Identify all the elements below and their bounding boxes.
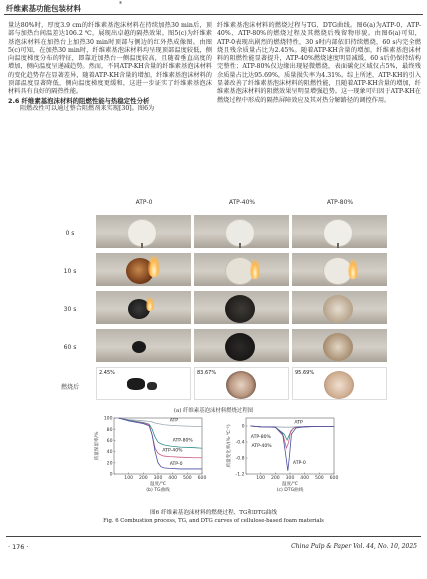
photo-atp40-10s <box>194 253 289 286</box>
chart-1-subtitle: (c) DTG曲线 <box>276 488 304 493</box>
chart-0-series-line-atp-80pct <box>118 418 202 448</box>
left-column <box>8 22 212 113</box>
chart-0-ytick-label: 20 <box>106 461 113 467</box>
figure-caption-cn: 图6 纤维素基泡沫材料的燃烧过程、TG和DTG曲线 <box>150 510 277 516</box>
photo-atp40-30s <box>194 291 289 324</box>
photo-atp0-30s <box>96 291 191 324</box>
journal-info: China Pulp & Paper Vol. 44, No. 10, 2025 <box>291 543 417 550</box>
photo-atp40-60s <box>194 329 289 362</box>
header-divider <box>4 14 423 15</box>
chart-0-xtick-label: 600 <box>197 476 207 481</box>
row-label-0s: 0 s <box>65 230 75 237</box>
photo-atp0-0s <box>96 215 191 248</box>
right-column <box>217 22 421 105</box>
chart-0-ytick-label: 0 <box>109 472 113 478</box>
chart-1-series-label: ATP-40% <box>251 443 272 449</box>
chart-0-series-label: ATP-40% <box>162 448 183 454</box>
photo-atp40-0s <box>194 215 289 248</box>
col-label-atp-80: ATP-80% <box>326 199 354 206</box>
chart-1-xtick-label: 200 <box>270 476 280 481</box>
running-header-title: 纤维素基功能包装材料 <box>6 4 81 13</box>
chart-0-series-label: ATP-0 <box>169 462 183 468</box>
chart-1-ytick-label: -0.4 <box>235 440 245 446</box>
row-label-10s: 10 s <box>63 268 77 275</box>
chart-0-series-label: ATP-80% <box>172 438 193 444</box>
footer-divider <box>6 536 421 537</box>
chart-1-xlabel: 温度/℃ <box>282 482 298 487</box>
chart-1-ytick-label: 0 <box>241 424 245 430</box>
chart-1-xtick-label: 300 <box>285 476 295 481</box>
chart-1-xtick-label: 100 <box>256 476 266 481</box>
chart-1-ylabel: 质量变化率/(%·℃⁻¹) <box>227 424 232 468</box>
row-label-60s: 60 s <box>63 344 77 351</box>
chart-0-xtick-label: 200 <box>138 476 148 481</box>
chart-0-xtick-label: 400 <box>168 476 178 481</box>
running-header <box>0 0 427 14</box>
chart-0-subtitle: (b) TG曲线 <box>146 488 170 493</box>
photo-atp80-residue <box>292 367 387 400</box>
photo-atp80-60s <box>292 329 387 362</box>
tg-chart <box>92 412 210 504</box>
col-label-atp-40: ATP-40% <box>228 199 256 206</box>
page-number: · 176 · <box>8 543 29 551</box>
photo-atp40-residue <box>194 367 289 400</box>
figure-caption-en: Fig. 6 Combustion process, TG, and DTG curves of cellulose-based foam materials <box>103 518 324 524</box>
left-paragraph-1: 量达80%时，厚度3.9 cm的纤维素基泡沫材料在持续加热30 min后，顶部与加热台间温差达106.2 ℃，展现出卓越的隔热效果。图5(c)为纤维素基泡沫材料在加热台上加热30 min时顶部与侧边的红外热成像图。由图5(c)可知，在加热30 min时，纤维素基泡沫材料均呈现顶部温度较低，侧向温度梯度分布的特征，即靠近加热台一侧温度较高，且随着垂直高度的增加，侧向温度呈递减趋势。然而，不同ATP-KH含量的纤维素基泡沫材料的变化趋势存在显著差异，随着ATP-KH含量的增加，纤维素基泡沫材料的顶部温度显著降低，侧向温度梯度更缓和，这进一步证实了纤维素基泡沫材料具有良好的隔热性能。 <box>8 22 212 96</box>
chart-0-xtick-label: 500 <box>182 476 192 481</box>
chart-0-xlabel: 温度/℃ <box>150 482 166 487</box>
residue-label-atp0: 2.45% <box>99 370 115 376</box>
residue-label-atp40: 83.67% <box>197 370 217 376</box>
chart-1-ytick-label: -1.2 <box>235 472 245 478</box>
chart-1-xtick-label: 400 <box>300 476 310 481</box>
dtg-chart <box>224 412 342 504</box>
photo-atp0-10s <box>96 253 191 286</box>
chart-0-xtick-label: 300 <box>153 476 163 481</box>
chart-0-series-label: ATP <box>169 418 179 424</box>
chart-0-ytick-label: 100 <box>103 416 113 422</box>
chart-1-xtick-label: 500 <box>314 476 324 481</box>
chart-1-series-label: ATP <box>294 420 303 426</box>
row-label-after: 燃烧后 <box>60 384 79 391</box>
chart-1-series-label: ATP-80% <box>250 435 271 440</box>
photo-atp80-30s <box>292 291 387 324</box>
photo-atp80-10s <box>292 253 387 286</box>
col-label-atp-0: ATP-0 <box>135 199 153 206</box>
photo-atp0-residue <box>96 367 191 400</box>
section-title-2-6: 2.6 纤维素基泡沫材料的阻燃性能与热稳定性分析 <box>8 96 150 105</box>
running-header-mark: * <box>119 1 122 8</box>
chart-0-ylabel: 质量保留率/% <box>95 431 100 461</box>
chart-0-ytick-label: 80 <box>106 427 113 433</box>
chart-0-ytick-label: 40 <box>106 450 113 456</box>
figure-caption-a: (a) 纤维素基泡沫材料燃烧过程图 <box>173 408 254 414</box>
right-paragraph: 纤维素基泡沫材料的燃烧过程与TG、DTG曲线。图6(a)为ATP-0、ATP-40%、ATP-80%的燃烧过程及其燃烧后残留物形貌。由图6(a)可知，ATP-0表现出剧烈的燃烧特性，30 s时内部依旧持续燃烧，60 s内完全燃烧且残余质量占比为2.45%。随着ATP-KH含量的增加，纤维素基泡沫材料的阻燃性能显著提升，ATP-40%燃烧速度明显减缓，60 s后仍保持结构完整性；ATP-80%仅边缘出现轻微燃烧，表面碳化区域仅占5%，最终残余质量占比达95.69%，质量损失率为4.31%。综上所述，ATP-KH的引入显著改善了纤维素基泡沫材料的阻燃性能，且随着ATP-KH含量的增加，纤维素基泡沫材料的阻燃效果呈明显增强趋势。这一现象可归因于ATP-KH在燃烧过程中形成的隔热屏障效应及其对热分解路径的调控作用。 <box>217 22 421 104</box>
photo-atp0-60s <box>96 329 191 362</box>
left-paragraph-2: 阻燃改性可以通过整合阻燃剂来实现[30]。图6为 <box>20 104 155 112</box>
chart-0-xtick-label: 100 <box>124 476 134 481</box>
chart-1-ytick-label: -0.8 <box>235 456 245 462</box>
chart-0-series-line-atp <box>118 418 202 426</box>
row-label-30s: 30 s <box>63 306 77 313</box>
chart-0-ytick-label: 60 <box>106 439 113 444</box>
chart-1-xtick-label: 600 <box>329 476 339 481</box>
chart-1-series-label: ATP-0 <box>292 461 306 466</box>
combustion-photo-grid <box>48 199 377 401</box>
residue-label-atp80: 95.69% <box>295 370 315 376</box>
photo-atp80-0s <box>292 215 387 248</box>
